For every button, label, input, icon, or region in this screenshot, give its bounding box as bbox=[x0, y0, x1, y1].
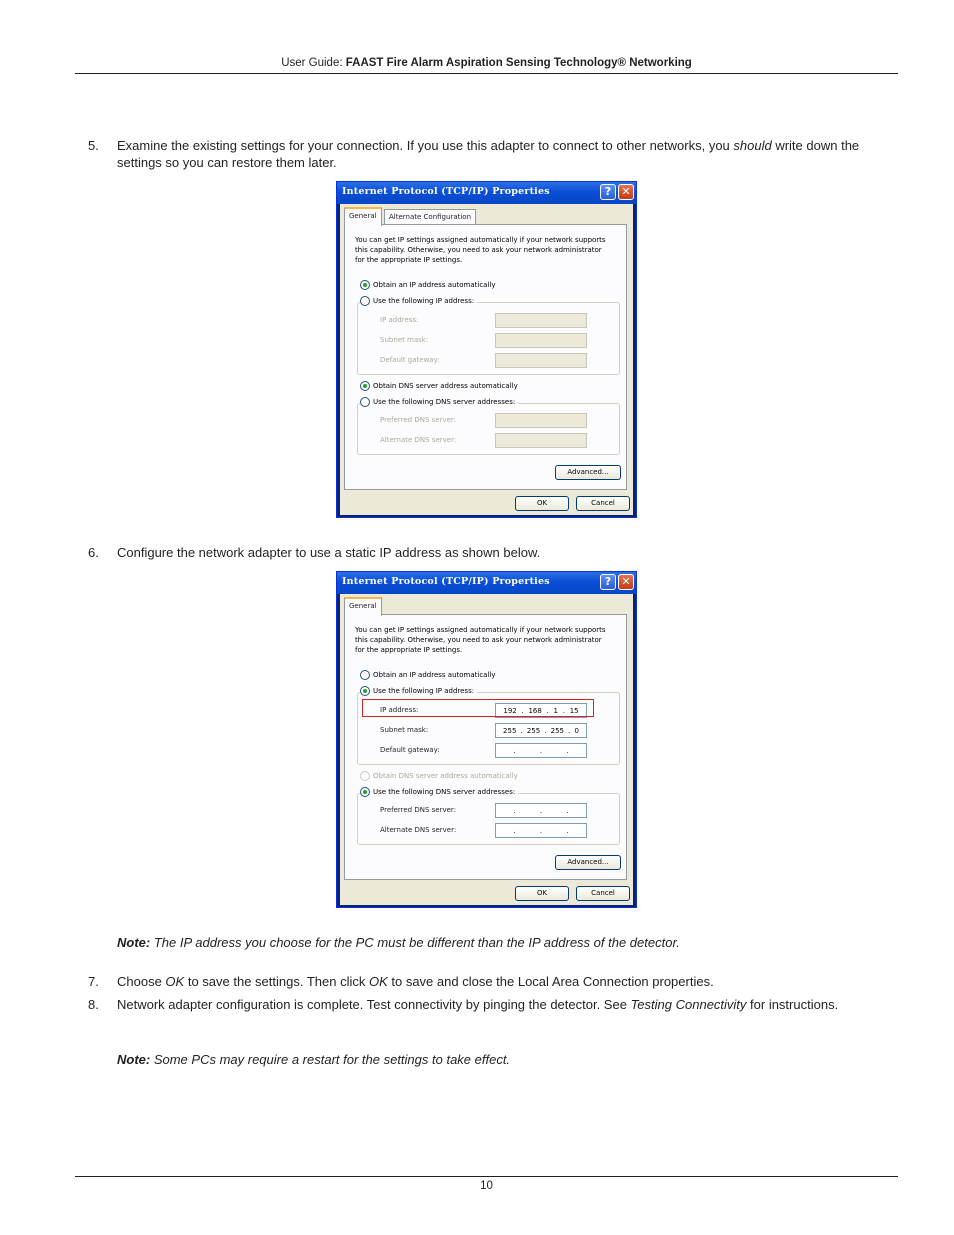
radio-use-static-dns[interactable] bbox=[360, 787, 518, 797]
radio-label: Use the following IP address: bbox=[373, 297, 475, 305]
step-emphasis: should bbox=[733, 138, 772, 153]
ip-octet: 1 bbox=[553, 706, 558, 715]
mask-octet: 255 bbox=[526, 726, 541, 735]
alternate-dns-label: Alternate DNS server: bbox=[380, 826, 457, 834]
note-ip-different bbox=[117, 935, 877, 950]
tab-general[interactable]: General bbox=[344, 207, 382, 226]
radio-use-static-ip[interactable] bbox=[360, 296, 477, 306]
tcpip-dialog-original bbox=[336, 181, 637, 518]
ip-address-label: IP address: bbox=[380, 706, 419, 714]
step-text: Examine the existing settings for your connection. If you use this adapter to connect to other networks, you bbox=[117, 138, 734, 153]
radio-unselected-icon bbox=[360, 670, 370, 680]
header-rule bbox=[75, 73, 898, 74]
ok-button[interactable]: OK bbox=[515, 496, 569, 511]
note-restart bbox=[117, 1052, 877, 1067]
advanced-button[interactable]: Advanced... bbox=[555, 855, 621, 870]
step-number: 6. bbox=[88, 545, 99, 560]
note-text: Some PCs may require a restart for the settings to take effect. bbox=[150, 1052, 511, 1067]
subnet-mask-field[interactable] bbox=[495, 333, 587, 348]
preferred-dns-label: Preferred DNS server: bbox=[380, 416, 457, 424]
default-gateway-label: Default gateway: bbox=[380, 746, 440, 754]
ip-address-field[interactable] bbox=[495, 313, 587, 328]
step-text: to save and close the Local Area Connection properties. bbox=[387, 974, 714, 989]
page-header bbox=[75, 57, 898, 69]
alternate-dns-field[interactable]: . . . bbox=[495, 823, 587, 838]
ip-octet: 15 bbox=[569, 706, 579, 715]
tcpip-dialog-static bbox=[336, 571, 637, 908]
step-emphasis: OK bbox=[368, 974, 388, 989]
help-button[interactable]: ? bbox=[600, 574, 616, 590]
radio-use-static-dns[interactable] bbox=[360, 397, 518, 407]
subnet-mask-field[interactable]: 255 . 255 . 255 . 0 bbox=[495, 723, 587, 738]
tab-general[interactable]: General bbox=[344, 597, 382, 616]
ip-octet: 192 bbox=[503, 706, 517, 715]
preferred-dns-label: Preferred DNS server: bbox=[380, 806, 457, 814]
close-button[interactable]: ✕ bbox=[618, 574, 634, 590]
footer-rule bbox=[75, 1176, 898, 1177]
subnet-mask-label: Subnet mask: bbox=[380, 336, 429, 344]
alternate-dns-field[interactable] bbox=[495, 433, 587, 448]
step-text: Choose bbox=[117, 974, 166, 989]
step-6 bbox=[88, 544, 878, 561]
ip-octet: 168 bbox=[528, 706, 542, 715]
close-button[interactable]: ✕ bbox=[618, 184, 634, 200]
alternate-dns-label: Alternate DNS server: bbox=[380, 436, 457, 444]
header-title: FAAST Fire Alarm Aspiration Sensing Technology® Networking bbox=[345, 57, 692, 69]
step-text: for instructions. bbox=[746, 997, 839, 1012]
radio-selected-icon bbox=[360, 787, 370, 797]
step-7 bbox=[88, 973, 878, 990]
ip-groupbox bbox=[357, 302, 620, 375]
step-emphasis: OK bbox=[165, 974, 185, 989]
cancel-button[interactable]: Cancel bbox=[576, 886, 630, 901]
dialog-titlebar[interactable] bbox=[337, 572, 636, 594]
dns-groupbox bbox=[357, 793, 620, 845]
radio-unselected-icon bbox=[360, 296, 370, 306]
radio-obtain-dns-auto[interactable] bbox=[360, 771, 518, 781]
radio-label: Obtain an IP address automatically bbox=[373, 281, 496, 289]
ip-address-field[interactable]: 192 . 168 . 1 . 15 bbox=[495, 703, 587, 718]
radio-label: Obtain DNS server address automatically bbox=[373, 772, 518, 780]
radio-obtain-ip-auto[interactable] bbox=[360, 280, 496, 290]
note-label: Note: bbox=[117, 1052, 151, 1067]
radio-label: Obtain DNS server address automatically bbox=[373, 382, 518, 390]
ok-button[interactable]: OK bbox=[515, 886, 569, 901]
dialog-title: Internet Protocol (TCP/IP) Properties bbox=[342, 186, 550, 197]
step-text: Configure the network adapter to use a static IP address as shown below. bbox=[117, 545, 541, 560]
intro-text: You can get IP settings assigned automatically if your network supports this capability. Otherwise, you need to ask your network administrator for the appropriate IP settings. bbox=[355, 626, 606, 654]
tab-alternate-configuration[interactable]: Alternate Configuration bbox=[384, 209, 476, 224]
mask-octet: 0 bbox=[574, 726, 579, 735]
radio-unselected-icon bbox=[360, 397, 370, 407]
mask-octet: 255 bbox=[503, 726, 517, 735]
default-gateway-label: Default gateway: bbox=[380, 356, 440, 364]
default-gateway-field[interactable] bbox=[495, 353, 587, 368]
step-number: 5. bbox=[88, 138, 99, 153]
dialog-titlebar[interactable] bbox=[337, 182, 636, 204]
subnet-mask-label: Subnet mask: bbox=[380, 726, 429, 734]
ip-address-label: IP address: bbox=[380, 316, 419, 324]
radio-disabled-icon bbox=[360, 771, 370, 781]
preferred-dns-field[interactable] bbox=[495, 413, 587, 428]
header-prefix: User Guide: bbox=[281, 57, 346, 69]
preferred-dns-field[interactable]: . . . bbox=[495, 803, 587, 818]
radio-selected-icon bbox=[360, 280, 370, 290]
page-number: 10 bbox=[480, 1180, 493, 1192]
testing-connectivity-link[interactable]: Testing Connectivity bbox=[630, 997, 747, 1012]
step-text: to save the settings. Then click bbox=[184, 974, 369, 989]
help-button[interactable]: ? bbox=[600, 184, 616, 200]
intro-text: You can get IP settings assigned automatically if your network supports this capability. Otherwise, you need to ask your network administrator for the appropriate IP settings. bbox=[355, 236, 606, 264]
general-panel bbox=[344, 224, 627, 490]
radio-selected-icon bbox=[360, 686, 370, 696]
step-text: Network adapter configuration is complete. Test connectivity by pinging the detector. See bbox=[117, 997, 631, 1012]
step-8 bbox=[88, 996, 878, 1013]
dns-groupbox bbox=[357, 403, 620, 455]
ip-address-highlight bbox=[362, 699, 594, 717]
radio-label: Use the following IP address: bbox=[373, 687, 475, 695]
step-5 bbox=[88, 137, 878, 171]
step-number: 7. bbox=[88, 974, 99, 989]
general-panel bbox=[344, 614, 627, 880]
note-label: Note: bbox=[117, 935, 151, 950]
dialog-title: Internet Protocol (TCP/IP) Properties bbox=[342, 576, 550, 587]
default-gateway-field[interactable]: . . . bbox=[495, 743, 587, 758]
radio-label: Use the following DNS server addresses: bbox=[373, 398, 516, 406]
mask-octet: 255 bbox=[550, 726, 565, 735]
advanced-button[interactable]: Advanced... bbox=[555, 465, 621, 480]
radio-obtain-ip-auto[interactable] bbox=[360, 670, 496, 680]
radio-label: Obtain an IP address automatically bbox=[373, 671, 496, 679]
step-text: write down the settings so you can restore them later. bbox=[117, 138, 860, 170]
step-number: 8. bbox=[88, 997, 99, 1012]
radio-obtain-dns-auto[interactable] bbox=[360, 381, 518, 391]
note-text: The IP address you choose for the PC must be different than the IP address of the detector. bbox=[150, 935, 680, 950]
cancel-button[interactable]: Cancel bbox=[576, 496, 630, 511]
radio-selected-icon bbox=[360, 381, 370, 391]
radio-use-static-ip[interactable] bbox=[360, 686, 477, 696]
radio-label: Use the following DNS server addresses: bbox=[373, 788, 516, 796]
